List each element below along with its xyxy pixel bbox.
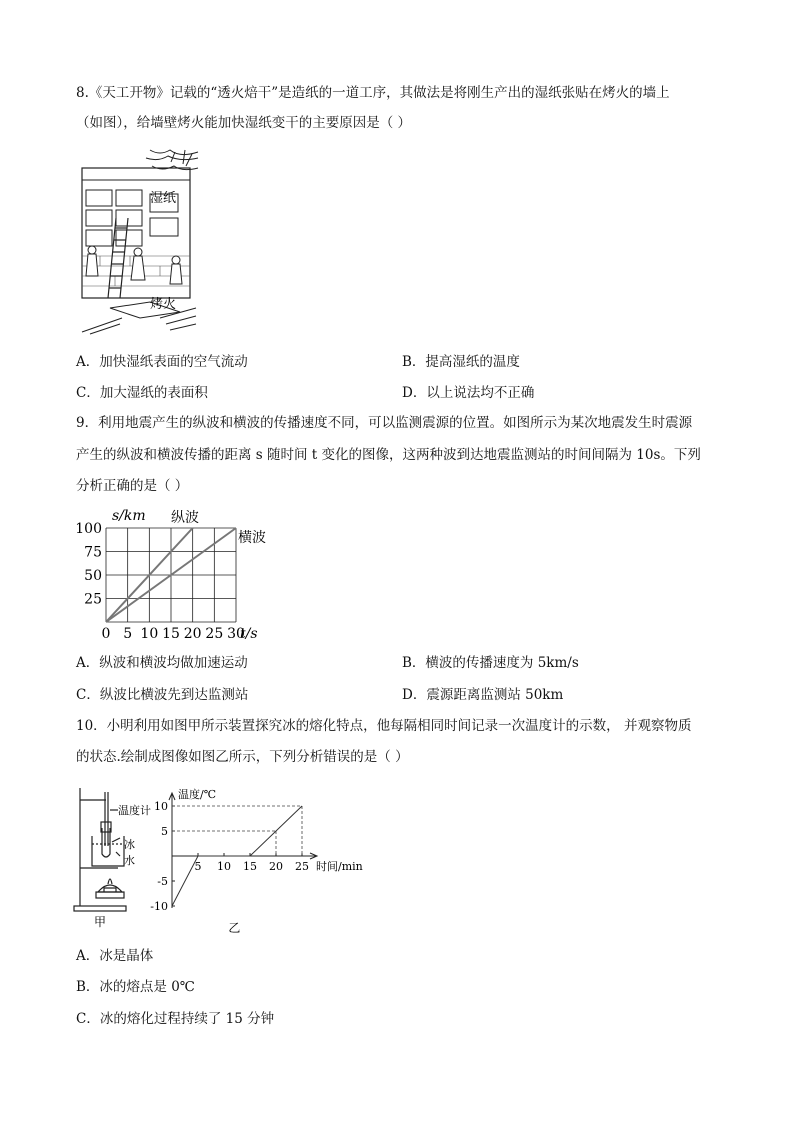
q9-option-c[interactable]: C．纵波比横波先到达监测站 (76, 687, 249, 703)
q8-option-c[interactable]: C．加大湿纸的表面积 (76, 385, 208, 401)
y-tick-label: 75 (84, 544, 102, 561)
y-tick-label: -5 (157, 875, 168, 888)
q9-stem-line2: 产生的纵波和横波传播的距离 s 随时间 t 变化的图像，这两种波到达地震监测站的时间间隔为 10s。下列 (76, 447, 701, 463)
y-tick-label: 10 (154, 800, 168, 813)
q9-wave-chart (72, 506, 282, 646)
q10-option-a[interactable]: A．冰是晶体 (76, 948, 154, 964)
x-tick-label: 5 (123, 626, 133, 642)
y-tick-label: -10 (150, 900, 168, 913)
q10-stem-line1: 10．小明利用如图甲所示装置探究冰的熔化特点，他每隔相同时间记录一次温度计的示数， 并观察物质 (76, 718, 692, 734)
y-tick-label: 100 (75, 521, 102, 537)
label-ice: 冰 (124, 838, 135, 851)
label-yi: 乙 (228, 921, 241, 935)
q9-option-a[interactable]: A．纵波和横波均做加速运动 (76, 655, 248, 671)
x-tick-label: 25 (205, 626, 224, 642)
q8-woodcut-figure (80, 148, 200, 336)
x-tick-label: 25 (295, 860, 309, 873)
x-tick-label: 20 (269, 860, 283, 873)
q8-option-b[interactable]: B．提高湿纸的温度 (402, 354, 520, 370)
y-axis-label: s/km (112, 508, 146, 524)
q8-stem-line1: 8.《天工开物》记载的“透火焙干”是造纸的一道工序，其做法是将刚生产出的湿纸张贴在烤火的墙上 (76, 85, 670, 101)
label-water: 水 (124, 854, 135, 867)
q9-stem-line3: 分析正确的是（ ） (76, 478, 189, 494)
q9-option-b[interactable]: B．横波的传播速度为 5km/s (402, 655, 579, 671)
x-tick-label: 15 (162, 626, 180, 642)
legend-longitudinal-wave: 纵波 (171, 510, 199, 526)
x-tick-label: 10 (140, 626, 159, 642)
q10-stem-line2: 的状态.绘制成图像如图乙所示，下列分析错误的是（ ） (76, 749, 409, 765)
q10-option-c[interactable]: C．冰的熔化过程持续了 15 分钟 (76, 1011, 275, 1027)
label-thermometer: 温度计 (118, 804, 151, 817)
y-tick-label: 25 (84, 591, 102, 608)
x-tick-label: 5 (194, 860, 202, 873)
q9-stem-line1: 9．利用地震产生的纵波和横波的传播速度不同，可以监测震源的位置。如图所示为某次地震发生时震源 (76, 415, 693, 431)
y-axis-label: 温度/℃ (178, 788, 217, 801)
label-fire: 烤火 (150, 297, 177, 312)
q10-apparatus-figure (72, 780, 162, 930)
label-jia: 甲 (94, 915, 107, 929)
q8-stem-line2: （如图），给墙壁烤火能加快湿纸变干的主要原因是（ ） (76, 115, 412, 131)
x-tick-label: 30 (227, 626, 245, 642)
q10-option-b[interactable]: B．冰的熔点是 0℃ (76, 979, 195, 995)
q10-temperature-chart (150, 786, 363, 935)
x-tick-label: 15 (243, 860, 257, 873)
x-tick-label: 20 (183, 626, 202, 642)
legend-transverse-wave: 横波 (238, 530, 266, 547)
y-tick-label: 5 (161, 825, 168, 838)
label-wet-paper: 湿纸 (150, 191, 177, 206)
q8-option-a[interactable]: A．加快湿纸表面的空气流动 (76, 354, 248, 370)
x-axis-label: 时间/min (316, 860, 363, 873)
x-tick-label: 0 (101, 626, 111, 642)
x-tick-label: 10 (217, 860, 231, 873)
x-axis-label: t/s (240, 626, 258, 642)
q8-option-d[interactable]: D．以上说法均不正确 (402, 385, 535, 401)
y-tick-label: 50 (84, 568, 102, 584)
q9-option-d[interactable]: D．震源距离监测站 50km (402, 687, 564, 703)
